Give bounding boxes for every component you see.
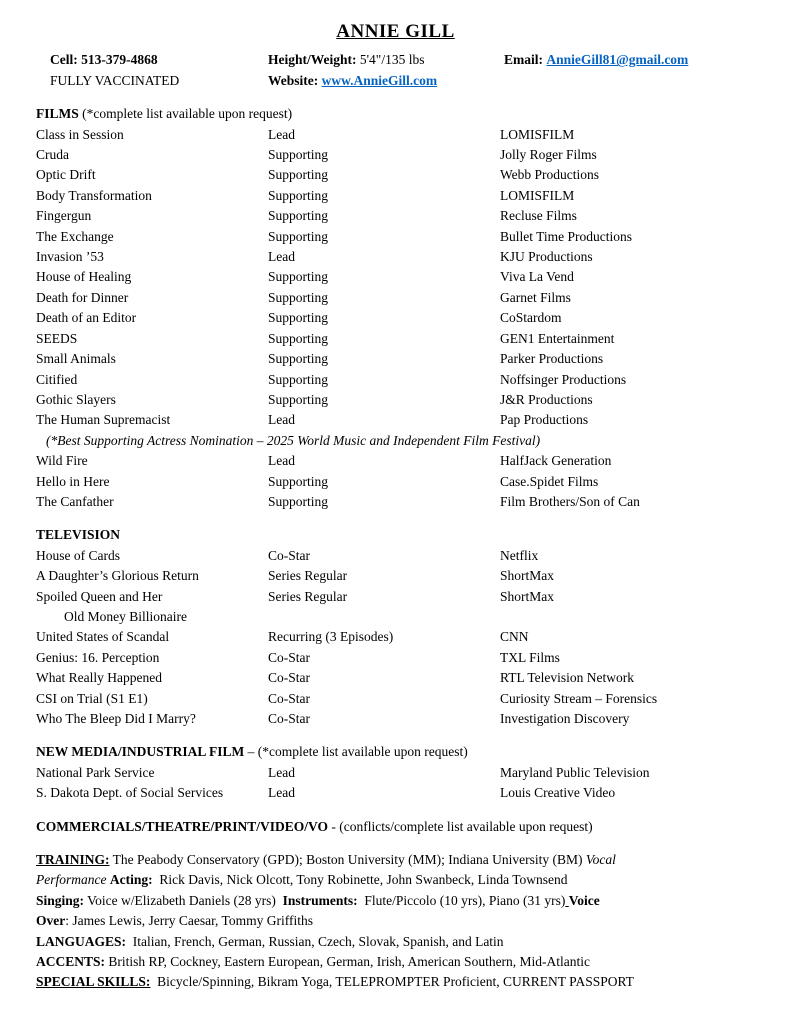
section-heading [36,104,755,124]
credit-title-cell [36,227,268,247]
credit-company: KJU Productions [500,249,593,265]
credit-title-cell [36,587,268,628]
credit-title: House of Healing [36,269,132,285]
credit-row [36,451,755,471]
credit-title-cell [36,668,268,688]
credit-role: Co-Star [268,547,310,563]
credit-company: CNN [500,629,529,645]
text-segment: COMMERCIALS/THEATRE/PRINT/VIDEO/VO [36,818,329,834]
text-segment: Performance [36,872,107,888]
award-note: (*Best Supporting Actress Nomination – 2025 World Music and Independent Film Festival) [46,432,541,448]
text-segment: LANGUAGES: [36,933,127,949]
credit-row [36,329,755,349]
height-weight-label: Height/Weight: [268,52,357,68]
text-segment: SPECIAL SKILLS: [36,974,151,990]
section-heading-title: TELEVISION [36,527,121,543]
credit-row [36,227,755,247]
credit-row [36,165,755,185]
credit-row [36,668,755,688]
cell-label: Cell: [50,52,78,68]
height-weight-value: 5'4"/135 lbs [359,52,425,68]
credit-title: Cruda [36,147,69,163]
credit-title-cell [36,288,268,308]
credit-role: Co-Star [268,690,310,706]
credit-title: National Park Service [36,764,155,780]
text-segment: The Peabody Conservatory (GPD); Boston University (MM); Indiana University (BM) [109,852,586,868]
credit-row [36,267,755,287]
credit-title-cell [36,689,268,709]
credit-row [36,206,755,226]
credit-title: Death of an Editor [36,310,137,326]
credit-row [36,689,755,709]
credit-role: Supporting [268,310,329,326]
credit-title-cell [36,329,268,349]
text-segment: : James Lewis, Jerry Caesar, Tommy Griffiths [65,913,313,929]
credit-row [36,709,755,729]
credit-role: Co-Star [268,670,310,686]
section-heading-title: FILMS [36,106,79,122]
credit-title: Fingergun [36,208,92,224]
credit-row [36,125,755,145]
credit-row [36,492,755,512]
website-label: Website: [268,72,319,88]
credit-row [36,627,755,647]
credit-company: Louis Creative Video [500,785,616,801]
credit-company: Jolly Roger Films [500,147,597,163]
credit-row [36,145,755,165]
credit-row [36,390,755,410]
credit-title: Gothic Slayers [36,391,116,407]
credit-title-line2: Old Money Billionaire [64,608,187,624]
text-segment: British RP, Cockney, Eastern European, German, Irish, American Southern, Mid-Atlantic [105,954,591,970]
credit-role: Supporting [268,473,329,489]
credit-title: A Daughter’s Glorious Return [36,568,199,584]
credit-role: Supporting [268,208,329,224]
credit-title-cell [36,390,268,410]
detail-line [36,850,755,870]
credit-title: The Exchange [36,228,114,244]
credit-title: CSI on Trial (S1 E1) [36,690,148,706]
credit-title: House of Cards [36,547,120,563]
credit-role: Co-Star [268,649,310,665]
credit-title-cell [36,186,268,206]
section-television [36,525,755,729]
detail-line [36,972,755,992]
credit-company: Noffsinger Productions [500,371,627,387]
credit-role: Supporting [268,351,329,367]
section-heading [36,525,755,545]
credit-row [36,247,755,267]
credit-role: Supporting [268,269,329,285]
detail-line [36,952,755,972]
text-segment: Rick Davis, Nick Olcott, Tony Robinette, John Swanbeck, Linda Townsend [152,872,568,888]
credit-title: Death for Dinner [36,289,129,305]
credit-role: Supporting [268,147,329,163]
text-segment: Singing: [36,892,85,908]
credit-company: HalfJack Generation [500,453,612,469]
credit-title: Optic Drift [36,167,96,183]
text-segment: Over [36,913,66,929]
website-line [268,71,504,91]
credit-company: Case.Spidet Films [500,473,599,489]
credit-company: Parker Productions [500,351,604,367]
contact-col-left [50,50,268,91]
credit-title: Invasion ’53 [36,249,104,265]
credit-row [36,370,755,390]
email-link[interactable]: AnnieGill81@gmail.com [546,52,689,68]
credit-company: GEN1 Entertainment [500,330,615,346]
credit-title: Who The Bleep Did I Marry? [36,711,196,726]
credit-company: Recluse Films [500,208,577,224]
contact-block [50,50,755,91]
text-segment: TRAINING: [36,852,110,868]
credits-sections [36,104,755,803]
text-segment: Instruments: [282,892,358,908]
contact-col-right [504,50,755,91]
text-segment: Voice w/Elizabeth Daniels (28 yrs) [84,892,283,908]
credit-role: Lead [268,126,295,142]
credit-row [36,410,755,430]
credit-title: Body Transformation [36,187,152,203]
credit-row [36,648,755,668]
detail-line [36,911,755,931]
credit-role: Lead [268,249,295,265]
text-segment: Flute/Piccolo (10 yrs), Piano (31 yrs) [357,892,566,908]
credit-role: Supporting [268,391,329,407]
credit-company: ShortMax [500,568,554,584]
cell-value: 513-379-4868 [81,52,158,68]
text-segment: Italian, French, German, Russian, Czech, Slovak, Spanish, and Latin [126,933,504,949]
credit-title-cell [36,472,268,492]
section-heading-note: – (*complete list available upon request) [244,744,468,760]
credit-row [36,186,755,206]
credit-row [36,349,755,369]
vaccination-status: FULLY VACCINATED [50,72,180,88]
page-title: ANNIE GILL [336,21,455,42]
email-label: Email: [504,52,543,68]
credit-title: Wild Fire [36,453,88,469]
credit-title-cell [36,492,268,512]
credit-company: CoStardom [500,310,562,326]
text-segment: Voice [568,892,600,908]
credit-company: Maryland Public Television [500,764,650,780]
text-segment: Bicycle/Spinning, Bikram Yoga, TELEPROMPTER Proficient, CURRENT PASSPORT [150,974,634,990]
credit-role: Lead [268,764,295,780]
credit-row [36,763,755,783]
credit-title-cell [36,648,268,668]
credit-title-cell [36,451,268,471]
credit-role: Supporting [268,371,329,387]
credit-role: Supporting [268,228,329,244]
credit-title-cell [36,783,268,803]
section-films [36,104,755,512]
email-line [504,50,755,70]
credit-company: TXL Films [500,649,560,665]
credit-role: Supporting [268,187,329,203]
credit-title-cell [36,165,268,185]
credit-role: Supporting [268,493,329,509]
credit-title: SEEDS [36,330,78,346]
credit-role: Co-Star [268,711,310,726]
credit-company: Garnet Films [500,289,571,305]
credit-title: S. Dakota Dept. of Social Services [36,785,224,801]
credit-title-cell [36,410,268,430]
website-link[interactable]: www.AnnieGill.com [321,72,438,88]
section-new-media [36,742,755,803]
credit-title-cell [36,267,268,287]
credit-title: The Canfather [36,493,114,509]
credit-company: Bullet Time Productions [500,228,633,244]
credit-row [36,472,755,492]
credit-role: Series Regular [268,568,348,584]
credit-row [36,546,755,566]
credit-title-cell [36,566,268,586]
credit-title: Genius: 16. Perception [36,649,160,665]
credit-company: Film Brothers/Son of Can [500,493,640,509]
height-weight-line [268,50,504,70]
credit-company: ShortMax [500,588,554,604]
credit-role: Series Regular [268,588,348,604]
credit-company: Pap Productions [500,412,589,428]
credit-company: LOMISFILM [500,187,575,203]
credit-company: LOMISFILM [500,126,575,142]
detail-line [36,870,755,890]
credit-title-cell [36,763,268,783]
contact-col-middle [268,50,504,91]
credit-title-cell [36,308,268,328]
section-heading [36,742,755,762]
section-heading-note: (*complete list available upon request) [78,106,293,122]
credit-row [36,566,755,586]
credit-row [36,587,755,628]
credit-row [36,783,755,803]
credit-role: Supporting [268,289,329,305]
section-heading-title: NEW MEDIA/INDUSTRIAL FILM [36,744,245,760]
credit-role: Supporting [268,330,329,346]
credit-title-cell [36,627,268,647]
cell-line [50,50,268,70]
credit-title-cell [36,546,268,566]
credit-title-cell [36,349,268,369]
credit-company: RTL Television Network [500,670,634,686]
credit-row [36,288,755,308]
credit-company: Viva La Vend [500,269,574,285]
detail-line [36,891,755,911]
credit-title: Citified [36,371,78,387]
credit-company: Webb Productions [500,167,600,183]
text-segment: ACCENTS: [36,954,106,970]
credit-row [36,308,755,328]
credit-role: Recurring (3 Episodes) [268,629,394,645]
credit-title-cell [36,709,268,729]
details-block [36,817,755,993]
credit-company: Netflix [500,547,539,563]
credit-title: Hello in Here [36,473,110,489]
credit-company: Curiosity Stream – Forensics [500,690,658,706]
text-segment: Acting: [109,872,153,888]
text-segment: - (conflicts/complete list available upon request) [328,818,593,834]
credit-title: What Really Happened [36,670,162,686]
credit-title-cell [36,125,268,145]
credit-title-cell [36,145,268,165]
credit-role: Lead [268,412,295,428]
credit-title: Small Animals [36,351,116,367]
credit-company: J&R Productions [500,391,593,407]
credit-title-cell [36,206,268,226]
text-segment: Vocal [585,852,616,868]
credit-company: Investigation Discovery [500,711,630,726]
credit-role: Supporting [268,167,329,183]
credit-title: Class in Session [36,126,124,142]
credit-role: Lead [268,453,295,469]
credit-title: The Human Supremacist [36,412,171,428]
credit-title: Spoiled Queen and Her [36,588,163,604]
credit-role: Lead [268,785,295,801]
credit-title-cell [36,370,268,390]
credit-title: United States of Scandal [36,629,170,645]
credit-title-cell [36,247,268,267]
detail-line [36,932,755,952]
detail-line [36,817,755,837]
